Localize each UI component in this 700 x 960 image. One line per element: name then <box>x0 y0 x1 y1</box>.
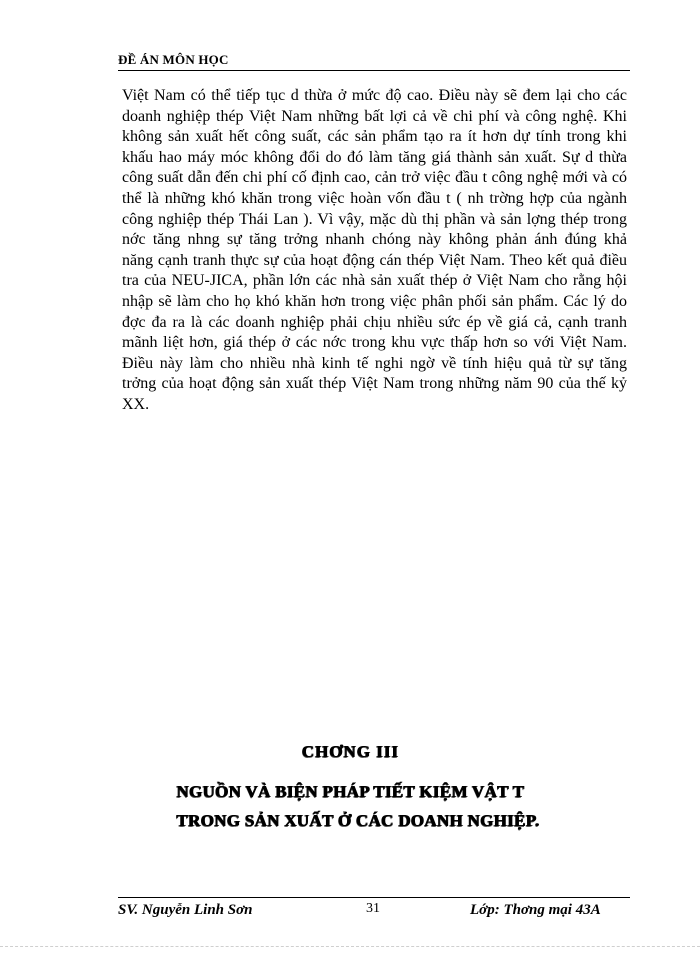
body-paragraph <box>122 86 627 416</box>
paragraph-line: trởng của hoạt động sản xuất thép Việt Nam trong những năm 90 của thế kỷ <box>122 375 627 393</box>
footer-class: Lớp: Thơng mại 43A <box>470 902 601 918</box>
chapter-title <box>176 777 596 835</box>
paragraph-line: công nghiệp thép Thái Lan ). Vì vậy, mặc dù thị phần và sản lợng thép trong <box>122 210 627 228</box>
paragraph-line: thể là những khó khăn trong việc hoàn vốn đầu t ( nh trờng hợp của ngành <box>122 189 627 207</box>
paragraph-line: Điều này làm cho nhiều nhà kinh tế nghi ngờ về tính hiệu quả từ sự tăng <box>122 354 627 372</box>
page-number: 31 <box>366 901 380 916</box>
paragraph-line: không sản xuất hết công suất, các sản phẩm tạo ra ít hơn dự tính trong khi <box>122 128 627 146</box>
paragraph-line: nớc tăng nhng sự tăng trởng nhanh chóng này không phản ánh đúng khả <box>122 231 627 249</box>
paragraph-line: mãnh liệt hơn, giá thép ở các nớc trong khu vực thấp hơn so với Việt Nam. <box>122 334 627 352</box>
paragraph-line: tra của NEU-JICA, phần lớn các nhà sản xuất thép ở Việt Nam cho rằng hội <box>122 272 627 290</box>
header-rule <box>118 70 630 71</box>
page-bottom-border <box>0 946 700 947</box>
chapter-title-line: TRONG SẢN XUẤT Ở CÁC DOANH NGHIỆP. <box>176 811 539 830</box>
paragraph-line: công suất dẫn đến chi phí cố định cao, cản trở việc đầu t công nghệ mới và có <box>122 169 627 187</box>
paragraph-line: nhập sẽ làm cho họ khó khăn hơn trong việc phân phối sản phẩm. Các lý do <box>122 292 627 310</box>
footer-author: SV. Nguyễn Linh Sơn <box>118 902 253 918</box>
paragraph-line: doanh nghiệp thép Việt Nam những bất lợi cả về chi phí và công nghệ. Khi <box>122 107 627 125</box>
document-header-title: ĐỀ ÁN MÔN HỌC <box>118 52 229 67</box>
paragraph-line: khấu hao máy móc không đổi do đó làm tăng giá thành sản xuất. Sự d thừa <box>122 148 627 166</box>
paragraph-line: năng cạnh tranh thực sự của hoạt động cán thép Việt Nam. Theo kết quả điều <box>122 251 627 269</box>
footer-rule <box>118 897 630 898</box>
paragraph-line: XX. <box>122 395 150 413</box>
chapter-title-line: NGUỒN VÀ BIỆN PHÁP TIẾT KIỆM VẬT T <box>176 782 524 801</box>
paragraph-line: đợc đa ra là các doanh nghiệp phải chịu nhiều sức ép về giá cả, cạnh tranh <box>122 313 627 331</box>
chapter-label: CHƠNG III <box>301 742 399 761</box>
paragraph-line: Việt Nam có thể tiếp tục d thừa ở mức độ cao. Điều này sẽ đem lại cho các <box>122 87 627 104</box>
